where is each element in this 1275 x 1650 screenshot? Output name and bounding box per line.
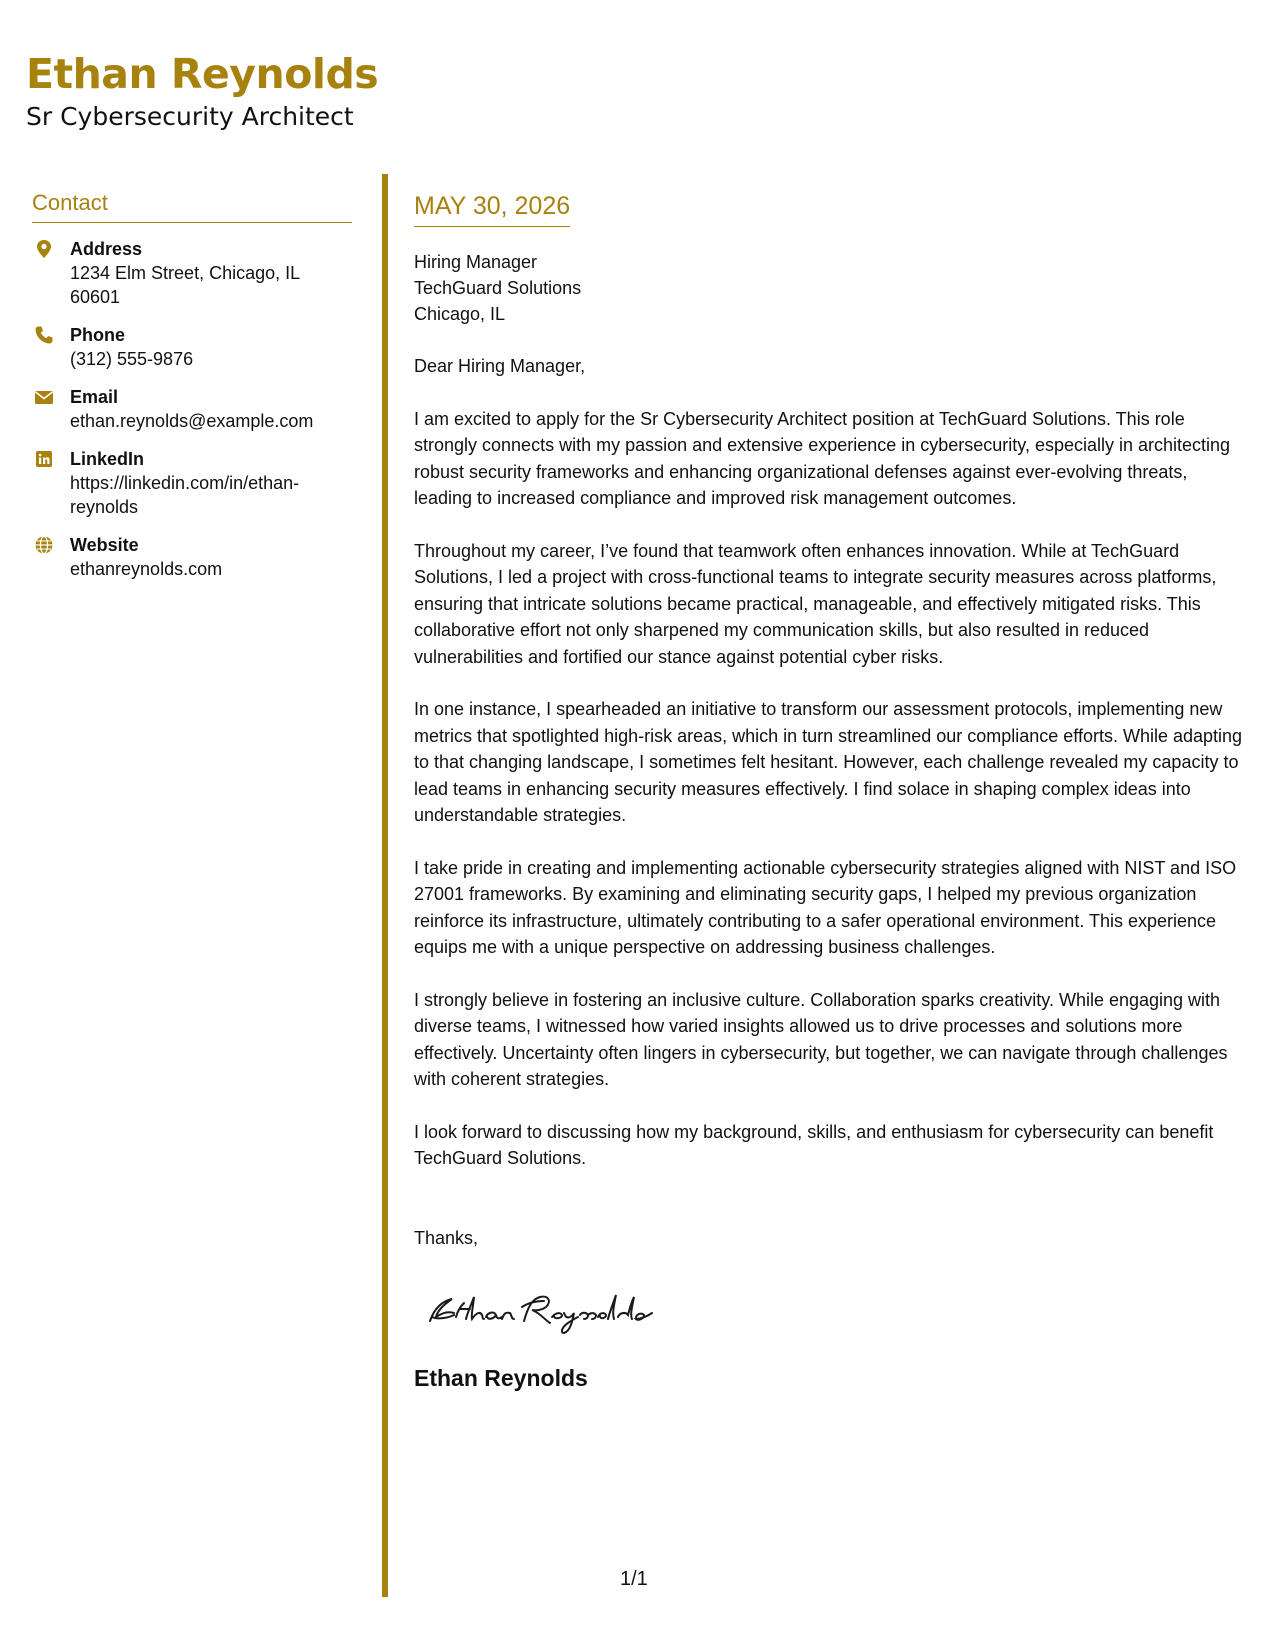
salutation: Dear Hiring Manager, (414, 356, 586, 376)
phone-value[interactable]: (312) 555-9876 (70, 349, 194, 369)
letter-paragraph: I am excited to apply for the Sr Cybersecurity Architect position at TechGuard Solutions. This role strongly connects with my passion and extensive experience in cybersecurity, especially in architecting robust security frameworks and enhancing organizational defenses against ever-evolving threats, leading to increased compliance and improved risk management outcomes. (414, 408, 1231, 508)
contact-item-email (32, 385, 352, 433)
linkedin-value[interactable]: https://linkedin.com/in/ethan-reynolds (70, 473, 300, 517)
phone-icon (34, 325, 54, 345)
letter-date: MAY 30, 2026 (414, 190, 570, 227)
contact-item-website (32, 533, 352, 581)
letter-paragraph: I strongly believe in fostering an inclusive culture. Collaboration sparks creativity. While engaging with diverse teams, I witnessed how varied insights allowed us to drive processes and solutions more effectively. Uncertainty often lingers in cybersecurity, but together, we can navigate through challenges with coherent strategies. (414, 989, 1228, 1089)
contact-item-phone (32, 323, 352, 371)
globe-icon (34, 535, 54, 555)
phone-label: Phone (70, 325, 126, 345)
page-number: 1/1 (620, 1568, 648, 1590)
website-label: Website (70, 535, 139, 555)
envelope-icon (34, 387, 54, 407)
signer-name: Ethan Reynolds (414, 1365, 588, 1391)
email-value[interactable]: ethan.reynolds@example.com (70, 411, 314, 431)
website-value[interactable]: ethanreynolds.com (70, 559, 223, 579)
recipient-line: TechGuard Solutions (414, 278, 582, 298)
letter-paragraph: I look forward to discussing how my background, skills, and enthusiasm for cybersecurity can benefit TechGuard Solutions. (414, 1121, 1214, 1168)
contact-item-address (32, 237, 352, 309)
closing: Thanks, (414, 1227, 479, 1248)
job-title: Sr Cybersecurity Architect (26, 102, 354, 131)
recipient-block (414, 249, 1249, 327)
vertical-divider (382, 174, 388, 1597)
signature-image (424, 1279, 664, 1339)
letter-body (414, 190, 1249, 1393)
recipient-line: Chicago, IL (414, 304, 506, 324)
email-label: Email (70, 387, 119, 407)
linkedin-icon (34, 449, 54, 469)
address-label: Address (70, 239, 143, 259)
letter-paragraph: I take pride in creating and implementing actionable cybersecurity strategies aligned with NIST and ISO 27001 frameworks. By examining and eliminating security gaps, I helped my previous organization reinforce its infrastructure, ultimately contributing to a safer operational environment. This experience equips me with a unique perspective on addressing business challenges. (414, 857, 1237, 957)
map-pin-icon (34, 239, 54, 259)
address-value: 1234 Elm Street, Chicago, IL 60601 (70, 263, 300, 307)
header (26, 48, 378, 134)
recipient-line: Hiring Manager (414, 252, 538, 272)
linkedin-label: LinkedIn (70, 449, 145, 469)
contact-heading: Contact (32, 188, 352, 223)
letter-paragraph: Throughout my career, I’ve found that teamwork often enhances innovation. While at TechGuard Solutions, I led a project with cross-functional teams to integrate security measures across platforms, ensuring that intricate solutions became practical, manageable, and effectively mitigated risks. This collaborative effort not only sharpened my communication skills, but also resulted in reduced vulnerabilities and fortified our stance against potential cyber risks. (414, 540, 1217, 667)
letter-paragraph: In one instance, I spearheaded an initiative to transform our assessment protocols, implementing new metrics that spotlighted high-risk areas, which in turn streamlined our compliance efforts. While adapting to that changing landscape, I sometimes felt hesitant. However, each challenge revealed my capacity to lead teams in enhancing security measures effectively. I find solace in shaping complex ideas into understandable strategies. (414, 699, 1243, 825)
contact-sidebar (32, 188, 352, 581)
applicant-name: Ethan Reynolds (26, 50, 379, 98)
contact-item-linkedin (32, 447, 352, 519)
